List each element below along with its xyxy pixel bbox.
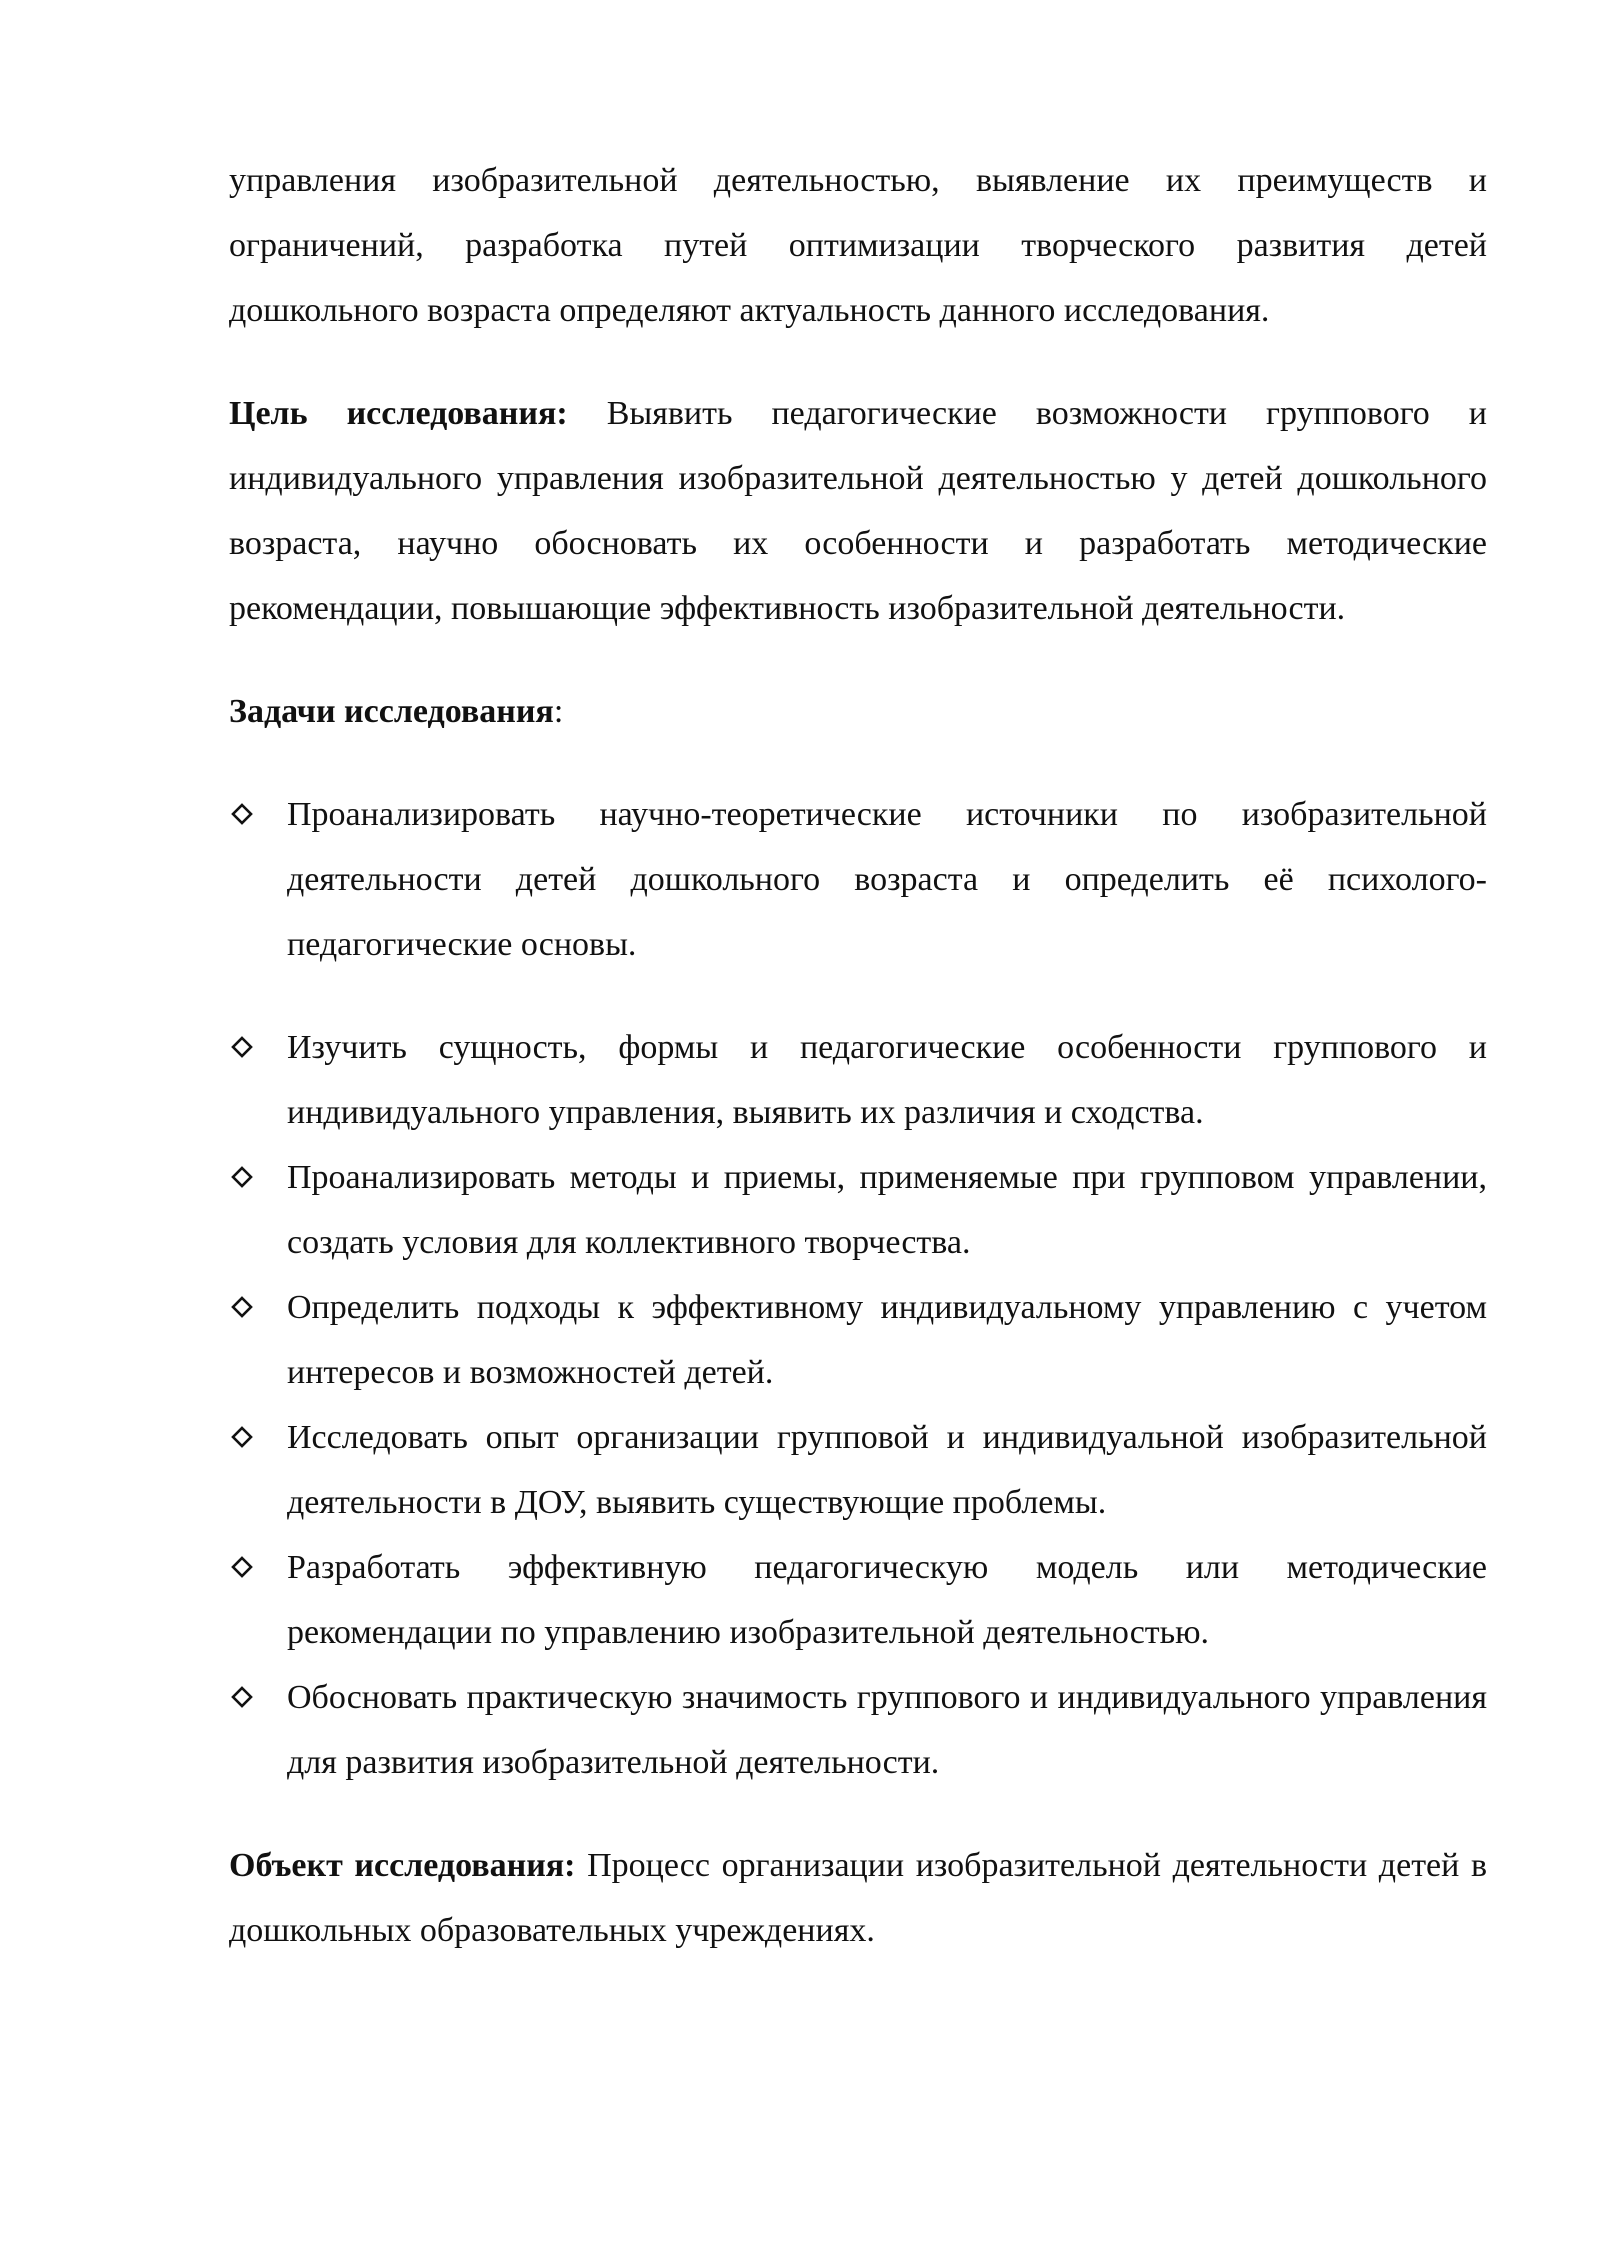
task-item [229, 1405, 1487, 1535]
diamond-bullet-icon [231, 1686, 253, 1708]
task-text: Проанализировать методы и приемы, применяемые при групповом управлении, создать условия для коллективного творчества. [287, 1159, 1487, 1261]
task-item [229, 782, 1487, 977]
task-text: Проанализировать научно-теоретические источники по изобразительной деятельности детей дошкольного возраста и определить её психолого-педагогические основы. [287, 796, 1487, 963]
object-label: Объект исследования: [229, 1847, 576, 1884]
diamond-bullet-icon [231, 1426, 253, 1448]
diamond-bullet-icon [231, 1556, 253, 1578]
task-text: Изучить сущность, формы и педагогические особенности группового и индивидуального управления, выявить их различия и сходства. [287, 1029, 1487, 1131]
tasks-label-colon: : [553, 693, 564, 730]
task-item [229, 1015, 1487, 1145]
diamond-bullet-icon [231, 1166, 253, 1188]
goal-paragraph [229, 381, 1487, 641]
task-text: Исследовать опыт организации групповой и индивидуальной изобразительной деятельности в ДОУ, выявить существующие проблемы. [287, 1419, 1487, 1521]
diamond-bullet-icon [231, 1036, 253, 1058]
diamond-bullet-icon [231, 803, 253, 825]
tasks-label: Задачи исследования [229, 693, 554, 730]
tasks-heading [229, 679, 1487, 744]
intro-paragraph [229, 148, 1487, 343]
object-paragraph [229, 1833, 1487, 1963]
task-item [229, 1145, 1487, 1275]
tasks-list-block [229, 782, 1487, 1795]
diamond-bullet-icon [231, 1296, 253, 1318]
tasks-list [229, 782, 1487, 1795]
document-page [229, 148, 1487, 2001]
task-text: Определить подходы к эффективному индивидуальному управлению с учетом интересов и возможностей детей. [287, 1289, 1487, 1391]
task-item [229, 1275, 1487, 1405]
task-item [229, 1665, 1487, 1795]
task-text: Обосновать практическую значимость группового и индивидуального управления для развития изобразительной деятельности. [287, 1679, 1487, 1781]
task-item [229, 1535, 1487, 1665]
goal-text: Выявить педагогические возможности группового и индивидуального управления изобразительной деятельностью у детей дошкольного возраста, научно обосновать их особенности и разработать методические рекомендации, повышающие эффективность изобразительной деятельности. [229, 395, 1487, 627]
task-text: Разработать эффективную педагогическую модель или методические рекомендации по управлению изобразительной деятельностью. [287, 1549, 1487, 1651]
intro-text: управления изобразительной деятельностью, выявление их преимуществ и ограничений, разработка путей оптимизации творческого развития детей дошкольного возраста определяют актуальность данного исследования. [229, 162, 1487, 329]
goal-label: Цель исследования: [229, 395, 568, 432]
object-text: Процесс организации изобразительной деятельности детей в дошкольных образовательных учреждениях. [229, 1847, 1488, 1949]
